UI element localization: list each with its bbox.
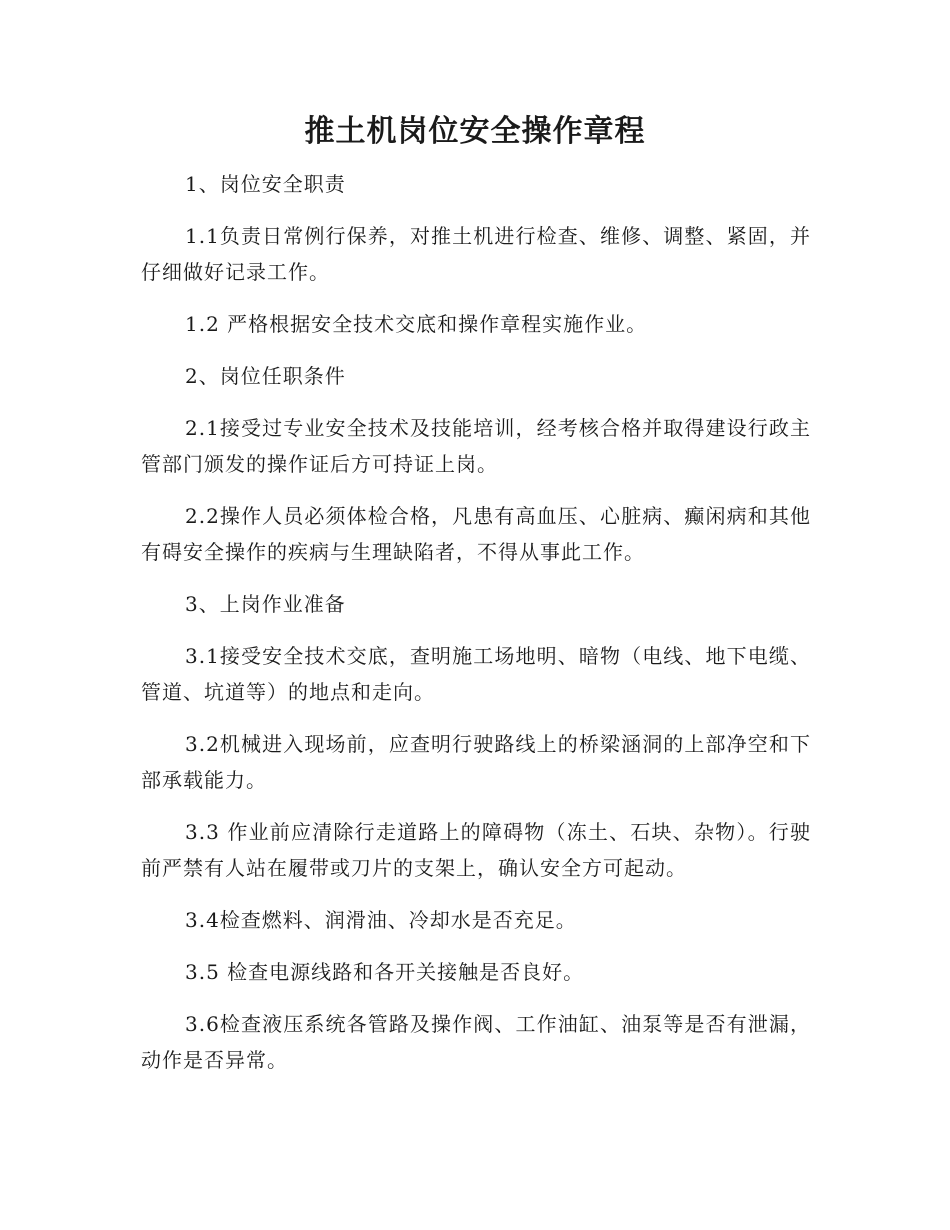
document-body [141, 166, 811, 1094]
paragraph-3-3: 3.3 作业前应清除行走道路上的障碍物（冻土、石块、杂物）。行驶前严禁有人站在履带或刀片的支架上，确认安全方可起动。 [141, 820, 811, 880]
section-heading-1: 1、岗位安全职责 [185, 172, 346, 196]
paragraph-2-1: 2.1接受过专业安全技术及技能培训，经考核合格并取得建设行政主管部门颁发的操作证后方可持证上岗。 [141, 416, 811, 476]
paragraph-3-4: 3.4检查燃料、润滑油、冷却水是否充足。 [185, 908, 577, 932]
paragraph-2-2: 2.2操作人员必须体检合格，凡患有高血压、心脏病、癫闲病和其他有碍安全操作的疾病与生理缺陷者，不得从事此工作。 [141, 504, 811, 564]
section-heading-2: 2、岗位任职条件 [185, 364, 346, 388]
section-heading-3: 3、上岗作业准备 [185, 592, 346, 616]
paragraph-3-5: 3.5 检查电源线路和各开关接触是否良好。 [185, 960, 585, 984]
paragraph-3-6: 3.6检查液压系统各管路及操作阀、工作油缸、油泵等是否有泄漏，动作是否异常。 [141, 1012, 811, 1072]
document-title: 推土机岗位安全操作章程 [304, 114, 646, 149]
paragraph-1-2: 1.2 严格根据安全技术交底和操作章程实施作业。 [185, 312, 648, 336]
paragraph-3-2: 3.2机械进入现场前，应查明行驶路线上的桥梁涵洞的上部净空和下部承载能力。 [141, 732, 811, 792]
paragraph-3-1: 3.1接受安全技术交底，查明施工场地明、暗物（电线、地下电缆、管道、坑道等）的地点和走向。 [141, 644, 811, 704]
paragraph-1-1: 1.1负责日常例行保养，对推土机进行检查、维修、调整、紧固，并仔细做好记录工作。 [141, 224, 811, 284]
